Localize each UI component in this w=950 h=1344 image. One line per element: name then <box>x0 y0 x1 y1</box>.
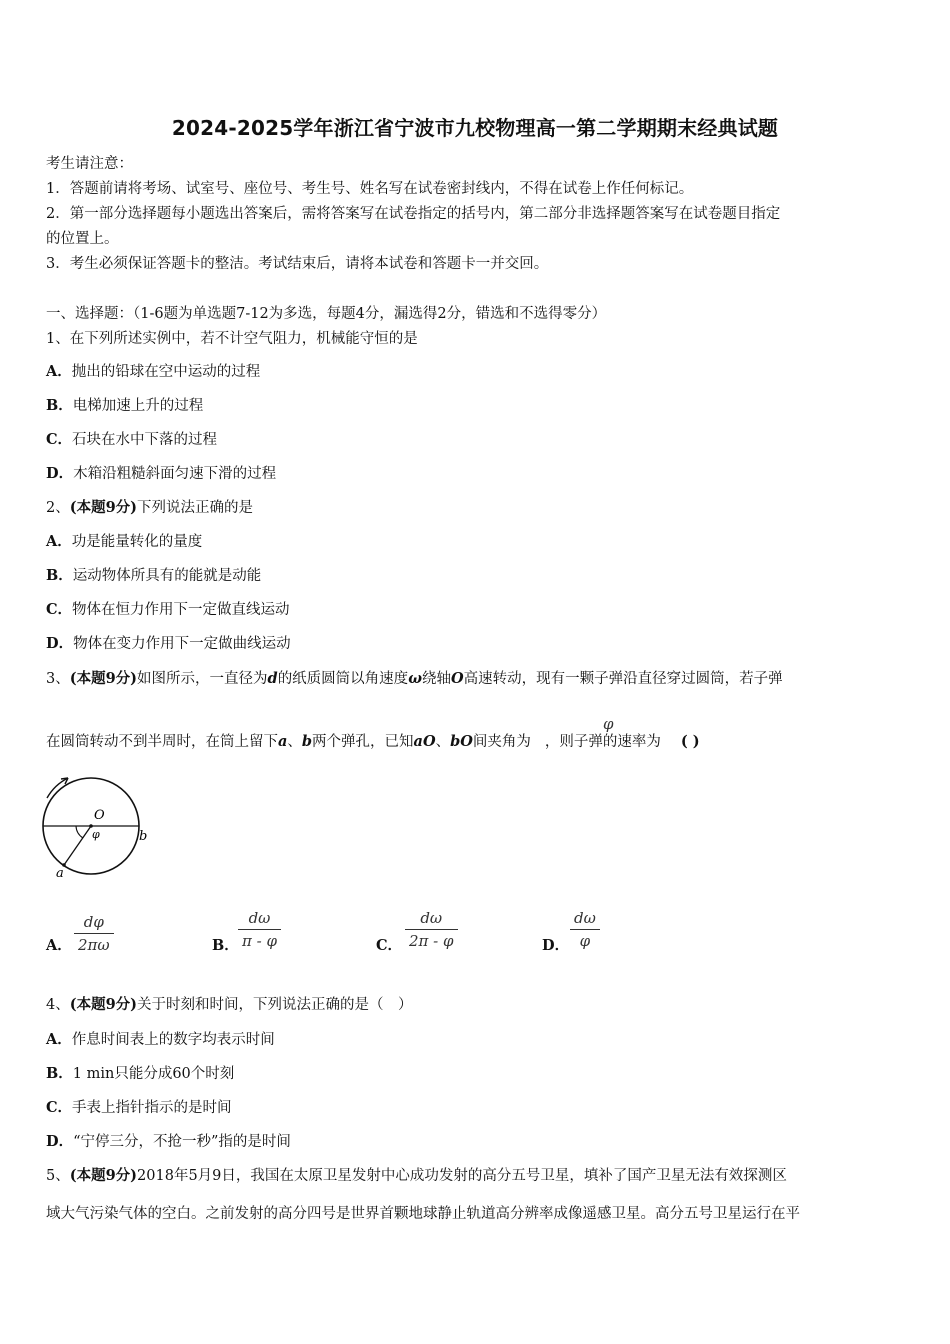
option-text: “宁停三分，不抢一秒”指的是时间 <box>73 1134 291 1150</box>
q4-option-c <box>46 1096 232 1117</box>
q2-option-c <box>46 598 290 619</box>
var-d: d <box>267 670 278 687</box>
notice-item-3: 3．考生必须保证答题卡的整洁。考试结束后，请将本试卷和答题卡一并交回。 <box>46 256 549 272</box>
option-label: D． <box>46 465 74 482</box>
option-label: C． <box>46 601 73 618</box>
option-label: C． <box>46 431 73 448</box>
notice-item-2-cont: 的位置上。 <box>46 231 119 247</box>
stem-text: 的纸质圆筒以角速度 <box>277 671 409 687</box>
var-omega: ω <box>408 670 422 687</box>
option-label: A． <box>46 533 72 550</box>
q2-option-b <box>46 564 261 585</box>
q3-choice-c-fraction <box>405 909 458 950</box>
option-label: B． <box>46 567 73 584</box>
q1-option-a <box>46 360 260 381</box>
stem-text: ，则子弹的速率为 <box>544 734 661 750</box>
answer-paren: ( ) <box>680 733 700 750</box>
question-number: 3、 <box>46 671 70 687</box>
option-label: D． <box>46 1133 74 1150</box>
question-number: 5、 <box>46 1168 70 1184</box>
stem-text: 、 <box>435 734 451 750</box>
stem-text: 如图所示，一直径为 <box>137 671 268 687</box>
q3-choice-a-fraction <box>74 913 114 954</box>
q2-option-a <box>46 530 202 551</box>
q3-choice-b-fraction <box>238 909 281 950</box>
notice-heading: 考生请注意： <box>46 156 133 172</box>
label-a: a <box>56 866 64 881</box>
question-tag: (本题9分) <box>69 670 138 687</box>
var-phi: φ <box>603 715 614 733</box>
q4-stem <box>46 993 413 1014</box>
q2-option-d <box>46 632 291 653</box>
q3-stem-line-2 <box>46 730 700 751</box>
fraction-denominator: 2πω <box>78 936 110 954</box>
stem-text: 、 <box>287 734 302 750</box>
stem-text: 间夹角为 <box>472 734 531 750</box>
fraction-denominator: φ <box>579 932 591 950</box>
var-b: b <box>301 733 313 750</box>
option-text: 木箱沿粗糙斜面匀速下滑的过程 <box>73 466 277 482</box>
stem-text: 高速转动，现有一颗子弹沿直径穿过圆筒，若子弹 <box>463 671 783 687</box>
fraction-numerator: dω <box>248 909 271 927</box>
stem-text: 绕轴 <box>422 671 451 687</box>
option-text: 功是能量转化的量度 <box>71 534 203 550</box>
option-label: B． <box>46 1065 73 1082</box>
q3-stem-line-1 <box>46 667 783 688</box>
option-text: 手表上指针指示的是时间 <box>72 1100 232 1116</box>
notice-item-2: 2．第一部分选择题每小题选出答案后，需将答案写在试卷指定的括号内，第二部分非选择题答案写在试卷题目指定 <box>46 206 781 222</box>
q4-option-b <box>46 1062 234 1083</box>
section-heading: 一、选择题：（1-6题为单选题7-12为多选，每题4分，漏选得2分，错选和不选得零分） <box>46 306 607 322</box>
question-text: 关于时刻和时间，下列说法正确的是（ ） <box>137 997 413 1013</box>
notice-item-1: 1．答题前请将考场、试室号、座位号、考生号、姓名写在试卷密封线内，不得在试卷上作任何标记。 <box>46 181 694 197</box>
q1-option-c <box>46 428 217 449</box>
cylinder-diagram <box>38 768 158 883</box>
question-tag: (本题9分) <box>69 996 138 1013</box>
label-O: O <box>94 808 105 823</box>
option-text: 物体在变力作用下一定做曲线运动 <box>73 636 291 652</box>
var-O: O <box>451 670 464 687</box>
page-title: 2024-2025学年浙江省宁波市九校物理高一第二学期期末经典试题 <box>171 116 779 140</box>
fraction-denominator: π - φ <box>242 932 277 950</box>
stem-text: 两个弹孔，已知 <box>312 734 414 750</box>
option-text: 运动物体所具有的能就是动能 <box>72 568 262 584</box>
fraction-numerator: dω <box>420 909 443 927</box>
q1-option-d <box>46 462 276 483</box>
q4-option-a <box>46 1028 275 1049</box>
var-bO: bO <box>450 733 473 750</box>
q3-choice-d-label: D． <box>542 937 570 954</box>
option-label: B． <box>46 397 73 414</box>
q3-choice-a-label: A． <box>46 937 72 954</box>
option-label: A． <box>46 1031 72 1048</box>
label-b: b <box>139 829 148 844</box>
var-aO: aO <box>413 733 436 750</box>
angle-arc <box>76 826 83 838</box>
option-label: A． <box>46 363 72 380</box>
option-text: 石块在水中下落的过程 <box>72 432 218 448</box>
q1-stem: 1、在下列所述实例中，若不计空气阻力，机械能守恒的是 <box>46 331 418 347</box>
rotation-arrow-icon <box>47 778 68 798</box>
question-tag: (本题9分) <box>69 499 138 516</box>
fraction-numerator: dφ <box>83 913 104 931</box>
option-label: D． <box>46 635 74 652</box>
q3-choice-d-fraction <box>570 909 600 950</box>
question-number: 4、 <box>46 997 70 1013</box>
question-tag: (本题9分) <box>69 1167 138 1184</box>
option-text: 抛出的铅球在空中运动的过程 <box>71 364 261 380</box>
option-text: 作息时间表上的数字均表示时间 <box>71 1032 275 1048</box>
q4-option-d <box>46 1130 291 1151</box>
q3-choice-c-label: C． <box>376 937 403 954</box>
option-text: 1 min只能分成60个时刻 <box>72 1066 235 1082</box>
q3-choice-b-label: B． <box>212 937 239 954</box>
option-text: 物体在恒力作用下一定做直线运动 <box>72 602 290 618</box>
q2-stem <box>46 496 253 517</box>
stem-text: 在圆筒转动不到半周时，在筒上留下 <box>46 734 278 750</box>
option-text: 电梯加速上升的过程 <box>72 398 204 414</box>
fraction-denominator: 2π - φ <box>409 932 454 950</box>
question-text: 2018年5月9日，我国在太原卫星发射中心成功发射的高分五号卫星，填补了国产卫星无法有效探测区 <box>137 1168 787 1184</box>
q1-option-b <box>46 394 203 415</box>
q5-stem-line-1 <box>46 1164 787 1185</box>
var-a: a <box>278 733 288 750</box>
q5-stem-line-2: 域大气污染气体的空白。之前发射的高分四号是世界首颗地球静止轨道高分辨率成像遥感卫星。高分五号卫星运行在平 <box>46 1206 800 1222</box>
option-label: C． <box>46 1099 73 1116</box>
fraction-numerator: dω <box>574 909 596 927</box>
question-number: 2、 <box>46 500 70 516</box>
label-phi: φ <box>92 828 100 841</box>
question-text: 下列说法正确的是 <box>137 500 254 516</box>
